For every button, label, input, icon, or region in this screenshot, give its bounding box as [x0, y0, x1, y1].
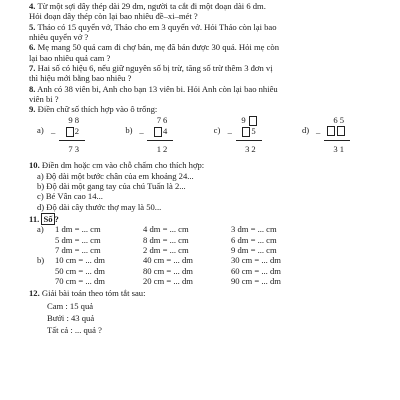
summary-line: Bưởi : 43 quả — [47, 312, 95, 323]
problem-8: 8. Anh có 38 viên bi, Anh cho bạn 13 viên bi. Hỏi Anh còn lại bao nhiêu — [29, 83, 278, 94]
problem-8-cont: viên bi ? — [29, 93, 59, 104]
conversion-table: a) 1 dm = ... cm 4 dm = ... cm 3 dm = ... cm 5 dm = ... cm 8 dm = ... cm 6 dm = ... cm 7 dm = ... cm 2 dm = ... cm 9 dm = ... cm b) 10 cm = ... dm 40 cm = ... dm 30 cm = ... dm 50 cm = ... dm 80 cm = ... dm 60 cm = ... dm 70 cm = ... dm 20 cm = ... dm 90 cm = ... dm — [37, 224, 281, 286]
problem-12-heading: 12. Giải bài toán theo tóm tắt sau: — [29, 288, 146, 299]
problem-6: 6. Mẹ mang 50 quả cam đi chợ bán, mẹ đã bán được 30 quả. Hỏi mẹ còn — [29, 42, 280, 53]
problem-9-heading: 9. Điền chữ số thích hợp vào ô trống: — [29, 104, 158, 115]
problem-7: 7. Hai số có hiệu 6, nếu giữ nguyên số bị trừ, tăng số trừ thêm 3 đơn vị — [29, 62, 273, 73]
problem-4: 4. Từ một sợi dây thép dài 29 dm, người ta cắt đi một đoạn dài 6 dm. — [29, 1, 266, 11]
problem-6-cont: lại bao nhiêu quả cam ? — [29, 52, 111, 63]
problem-5-cont: nhiêu quyển vở ? — [29, 31, 89, 42]
problem-10-heading: 10. Điền dm hoặc cm vào chỗ chấm cho thích hợp: — [29, 160, 205, 171]
problem-10-d: d) Độ dài cây thước thợ may là 50... — [37, 201, 162, 212]
subtraction-row — [29, 114, 382, 160]
problem-10-a: a) Độ dài một bước chân của em khoảng 24... — [37, 170, 194, 181]
summary-line: Cam : 15 quả — [47, 300, 94, 311]
problem-5: 5. Thảo có 15 quyển vở, Thảo cho em 3 quyển vở. Hỏi Thảo còn lại bao — [29, 21, 277, 32]
subtraction-c: c) – 9 5 32 — [214, 115, 268, 160]
blank-box[interactable] — [66, 127, 74, 137]
problem-4-cont: Hỏi đoạn dây thép còn lại bao nhiêu đề–xi–mét ? — [29, 11, 198, 22]
blank-box[interactable] — [249, 116, 257, 126]
problem-10-b: b) Độ dài một gang tay của chú Tuấn là 2... — [37, 181, 186, 192]
problem-10-c: c) Bé Vân cao 14... — [37, 191, 103, 202]
blank-box[interactable] — [337, 126, 345, 136]
subtraction-a: a) – 98 2 73 — [37, 115, 91, 160]
subtraction-b: b) – 76 4 12 — [125, 115, 179, 160]
problem-7-cont: thì hiệu mới bằng bao nhiêu ? — [29, 73, 132, 84]
blank-box[interactable] — [154, 127, 162, 137]
summary-line: Tất cả : ... quả ? — [47, 325, 102, 336]
subtraction-d: d) – 65 31 — [302, 115, 356, 160]
blank-box[interactable] — [327, 126, 335, 136]
blank-box[interactable] — [242, 127, 250, 137]
problem-11-heading: 11. Số ? — [29, 214, 59, 224]
